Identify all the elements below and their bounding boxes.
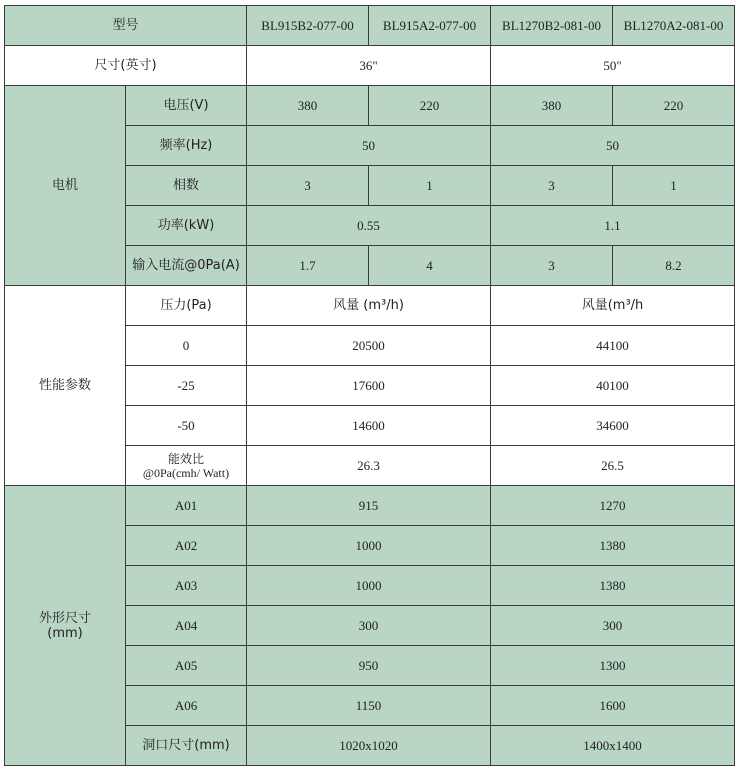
dimension-50: 1600 (491, 686, 735, 726)
dimension-36: 1000 (247, 526, 491, 566)
model-3: BL1270B2-081-00 (491, 6, 613, 46)
dimension-50: 1380 (491, 566, 735, 606)
dimension-36: 1150 (247, 686, 491, 726)
pressure-value: -25 (126, 366, 247, 406)
opening-36: 1020x1020 (247, 726, 491, 766)
airflow-50: 40100 (491, 366, 735, 406)
airflow-label-50: 风量(m³/h (491, 286, 735, 326)
dimension-50: 1270 (491, 486, 735, 526)
dimension-36: 950 (247, 646, 491, 686)
size-50: 50" (491, 46, 735, 86)
pressure-label: 压力(Pa) (126, 286, 247, 326)
current-4: 8.2 (613, 246, 735, 286)
efficiency-50: 26.5 (491, 446, 735, 486)
phase-label: 相数 (126, 166, 247, 206)
dimension-36: 1000 (247, 566, 491, 606)
phase-1: 3 (247, 166, 369, 206)
dimensions-group-label (5, 486, 126, 766)
header-row (5, 6, 735, 46)
pressure-value: 0 (126, 326, 247, 366)
phase-4: 1 (613, 166, 735, 206)
dimension-50: 300 (491, 606, 735, 646)
opening-50: 1400x1400 (491, 726, 735, 766)
airflow-50: 34600 (491, 406, 735, 446)
motor-group-label: 电机 (5, 86, 126, 286)
pressure-value: -50 (126, 406, 247, 446)
voltage-3: 380 (491, 86, 613, 126)
performance-header-row (5, 286, 735, 326)
dimensions-group-label-line2: (mm) (47, 625, 83, 641)
dimension-50: 1380 (491, 526, 735, 566)
frequency-1: 50 (247, 126, 491, 166)
model-label: 型号 (5, 6, 247, 46)
dimension-50: 1300 (491, 646, 735, 686)
size-36: 36" (247, 46, 491, 86)
dimension-label: A04 (126, 606, 247, 646)
voltage-label: 电压(V) (126, 86, 247, 126)
model-2: BL915A2-077-00 (369, 6, 491, 46)
voltage-4: 220 (613, 86, 735, 126)
airflow-36: 17600 (247, 366, 491, 406)
dimension-label: A01 (126, 486, 247, 526)
dimensions-group-label-line1: 外形尺寸 (38, 610, 91, 626)
airflow-50: 44100 (491, 326, 735, 366)
current-3: 3 (491, 246, 613, 286)
dimension-36: 915 (247, 486, 491, 526)
current-2: 4 (369, 246, 491, 286)
efficiency-label-line2: @0Pa(cmh/ Watt) (142, 465, 230, 480)
dimension-row (5, 486, 735, 526)
current-1: 1.7 (247, 246, 369, 286)
phase-2: 1 (369, 166, 491, 206)
motor-voltage-row (5, 86, 735, 126)
airflow-label-36: 风量 (m³/h) (247, 286, 491, 326)
power-2: 1.1 (491, 206, 735, 246)
dimension-label: A02 (126, 526, 247, 566)
power-1: 0.55 (247, 206, 491, 246)
spec-table (4, 5, 735, 766)
dimension-label: A05 (126, 646, 247, 686)
dimension-label: A06 (126, 686, 247, 726)
efficiency-label-line1: 能效比 (168, 451, 205, 466)
frequency-label: 频率(Hz) (126, 126, 247, 166)
voltage-2: 220 (369, 86, 491, 126)
opening-label: 洞口尺寸(mm) (126, 726, 247, 766)
efficiency-36: 26.3 (247, 446, 491, 486)
model-1: BL915B2-077-00 (247, 6, 369, 46)
airflow-36: 14600 (247, 406, 491, 446)
efficiency-label (126, 446, 247, 486)
phase-3: 3 (491, 166, 613, 206)
model-4: BL1270A2-081-00 (613, 6, 735, 46)
power-label: 功率(kW) (126, 206, 247, 246)
voltage-1: 380 (247, 86, 369, 126)
airflow-36: 20500 (247, 326, 491, 366)
performance-group-label: 性能参数 (5, 286, 126, 486)
current-label: 输入电流@0Pa(A) (126, 246, 247, 286)
frequency-2: 50 (491, 126, 735, 166)
size-label: 尺寸(英寸) (5, 46, 247, 86)
dimension-36: 300 (247, 606, 491, 646)
dimension-label: A03 (126, 566, 247, 606)
size-row (5, 46, 735, 86)
